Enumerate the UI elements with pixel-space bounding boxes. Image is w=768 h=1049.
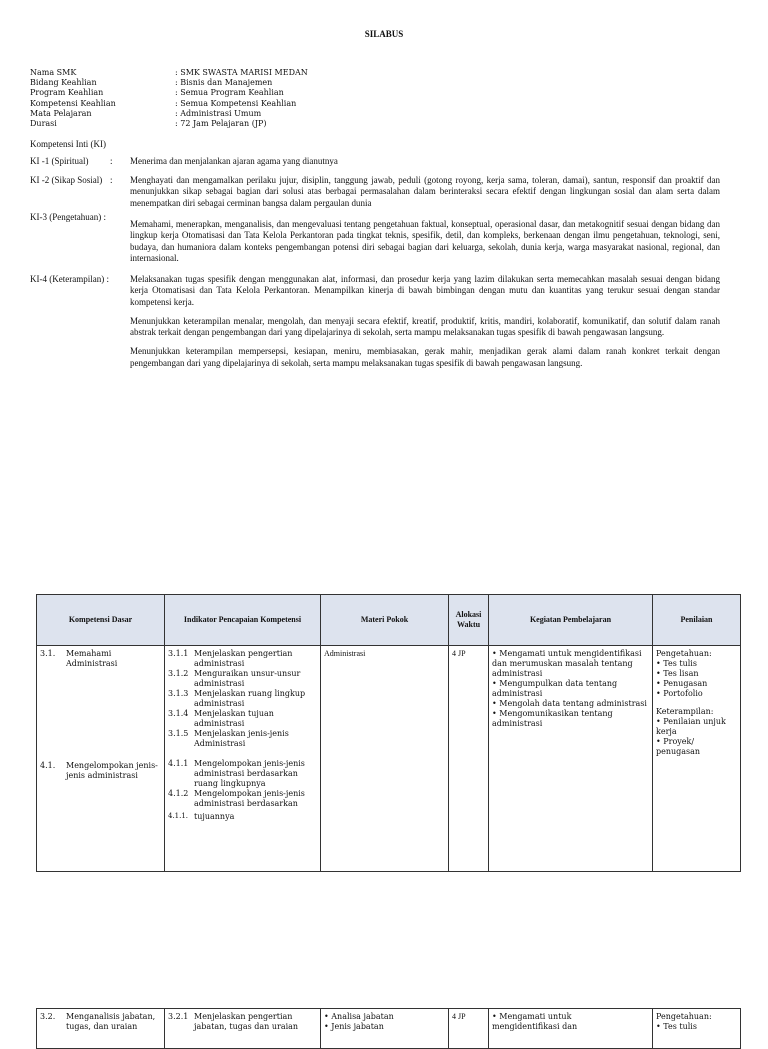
ipk-item — [168, 759, 317, 789]
ipk-number: 3.1.2 — [168, 669, 189, 678]
list-item: • Tes tulis — [656, 659, 697, 668]
ki-label: KI -1 (Spiritual) — [30, 156, 89, 166]
identity-row — [30, 88, 450, 98]
table-header: Kegiatan Pembelajaran — [489, 595, 653, 646]
ipk-text: Mengelompokan jenis-jenis administrasi berdasarkan — [194, 789, 305, 808]
ki-label: KI-4 (Keterampilan) : — [30, 274, 109, 284]
table-header: Materi Pokok — [321, 595, 449, 646]
list-item: • Proyek/ penugasan — [656, 737, 701, 756]
list-item: • Analisa jabatan — [324, 1012, 394, 1021]
ipk-cell — [165, 646, 321, 872]
ipk-number: 3.1.4 — [168, 709, 189, 718]
ipk-text: Menjelaskan tujuan administrasi — [194, 709, 274, 728]
identity-value: : SMK SWASTA MARISI MEDAN — [175, 68, 308, 77]
kd-number: 4.1. — [40, 761, 56, 770]
list-item: • Mengolah data tentang administrasi — [492, 699, 647, 708]
materi-cell: Administrasi — [321, 646, 449, 872]
kd-text: Menganalisis jabatan, tugas, dan uraian — [66, 1012, 156, 1031]
ki-heading: Kompetensi Inti (KI) — [30, 139, 106, 149]
ki4-paragraph: Melaksanakan tugas spesifik dengan menggunakan alat, informasi, dan prosedur kerja yang lazim dilakukan serta memecahkan masalah sesuai dengan bidang kerja Otomatisasi dan Tata Kelola Perkantoran. Menampilkan kinerja di bawah bimbingan dengan mutu dan kuantitas yang terukur sesuai dengan standar kompetensi kerja. — [130, 274, 720, 307]
identity-value: : 72 Jam Pelajaran (JP) — [175, 118, 267, 128]
ipk-number: 4.1.2 — [168, 789, 189, 798]
identity-row — [30, 109, 450, 119]
identity-value: : Administrasi Umum — [175, 108, 262, 118]
list-item: • Tes tulis — [656, 1022, 697, 1031]
materi-cell — [321, 1009, 449, 1049]
ki-label: KI -2 (Sikap Sosial) — [30, 175, 103, 185]
identity-row — [30, 78, 450, 88]
identity-value: : Bisnis dan Manajemen — [175, 78, 273, 88]
ipk-number: 3.1.3 — [168, 689, 189, 698]
ki-2 — [30, 175, 720, 209]
ipk-cell — [165, 1009, 321, 1049]
kegiatan-list — [492, 649, 649, 729]
syllabus-table-1 — [36, 594, 741, 872]
ipk-number: 4.1.1. — [168, 812, 189, 820]
ki-colon: : — [110, 156, 113, 166]
kd-cell — [37, 1009, 165, 1049]
kd-item — [40, 761, 161, 781]
table-header: Penilaian — [653, 595, 741, 646]
list-item: mengidentifikasi dan — [492, 1022, 578, 1031]
identity-label: Nama SMK — [30, 68, 77, 77]
ipk-text: Menjelaskan pengertian administrasi — [194, 649, 293, 668]
list-item: • Jenis jabatan — [324, 1022, 384, 1031]
ipk-text: Menjelaskan pengertian jabatan, tugas dan uraian — [194, 1012, 299, 1031]
kd-item — [40, 1012, 161, 1032]
kd-number: 3.2. — [40, 1012, 56, 1021]
identity-row — [30, 119, 450, 129]
ki-colon: : — [110, 175, 113, 185]
list-item: • Penugasan — [656, 679, 708, 688]
list-item: • Penilaian unjuk kerja — [656, 717, 726, 736]
list-item: • Mengamati untuk — [492, 1012, 572, 1021]
page-title: SILABUS — [364, 29, 404, 39]
ipk-text: Menjelaskan ruang lingkup administrasi — [194, 689, 306, 708]
ki-3 — [30, 212, 720, 264]
identity-label: Program Keahlian — [30, 88, 104, 98]
ipk-text: Menjelaskan jenis-jenis Administrasi — [194, 729, 289, 748]
penilaian-label: Keterampilan: — [656, 707, 714, 716]
ipk-item — [168, 689, 317, 709]
ki-text: Menerima dan menjalankan ajaran agama yang dianutnya — [130, 156, 338, 166]
list-item: • Tes lisan — [656, 669, 699, 678]
table-header-row — [37, 595, 741, 646]
ipk-number: 3.2.1 — [168, 1012, 189, 1021]
penilaian-label: Pengetahuan: — [656, 1012, 712, 1021]
identity-value: : Semua Kompetensi Keahlian — [175, 98, 297, 108]
ipk-number: 4.1.1 — [168, 759, 189, 768]
list-item: • Portofolio — [656, 689, 703, 698]
alokasi-cell: 4 JP — [449, 646, 489, 872]
ipk-text: tujuannya — [194, 812, 235, 821]
ipk-item — [168, 812, 317, 822]
ipk-item — [168, 1012, 317, 1032]
table-header: Kompetensi Dasar — [37, 595, 165, 646]
penilaian-cell — [653, 646, 741, 872]
ipk-item — [168, 709, 317, 729]
table-row — [37, 646, 741, 872]
identity-label: Kompetensi Keahlian — [30, 98, 116, 108]
ipk-item — [168, 669, 317, 689]
list-item: • Mengomunikasikan tentang administrasi — [492, 709, 613, 728]
penilaian-list — [656, 659, 737, 699]
identity-label: Mata Pelajaran — [30, 108, 92, 118]
kd-text: Mengelompokan jenis-jenis administrasi — [66, 761, 158, 780]
list-item: • Mengumpulkan data tentang administrasi — [492, 679, 618, 698]
table-header: Indikator Pencapaian Kompetensi — [165, 595, 321, 646]
list-item: • Mengamati untuk mengidentifikasi dan merumuskan masalah tentang administrasi — [492, 649, 642, 678]
ipk-number: 3.1.5 — [168, 729, 189, 738]
ipk-item — [168, 649, 317, 669]
identity-row — [30, 99, 450, 109]
ki4-paragraph: Menunjukkan keterampilan mempersepsi, kesiapan, meniru, membiasakan, gerak mahir, menjadikan gerak alami dalam ranah konkret terkait dengan pengembangan dari yang dipelajarinya di sekolah, serta mampu melaksanakan tugas spesifik di bawah pengawasan langsung. — [130, 346, 720, 368]
kegiatan-cell — [489, 1009, 653, 1049]
ipk-text: Menguraikan unsur-unsur administrasi — [194, 669, 301, 688]
penilaian-label: Pengetahuan: — [656, 649, 712, 658]
kd-item — [40, 649, 161, 669]
ki-1 — [30, 156, 720, 167]
ki-4 — [30, 274, 720, 377]
ki-text: Menghayati dan mengamalkan perilaku jujur, disiplin, tanggung jawab, peduli (gotong royong, kerja sama, toleran, damai), santun, responsif dan proaktif dan menunjukkan sikap sebagai bagian dari solusi atas berbagai permasalahan dalam berinteraksi secara efektif dengan lingkungan sosial dan alam serta dalam menempatkan diri sebagai cerminan bangsa dalam pergaulan dunia — [130, 175, 720, 208]
identity-label: Durasi — [30, 118, 57, 128]
penilaian-list — [656, 717, 737, 757]
identity-row — [30, 68, 450, 78]
identity-value: : Semua Program Keahlian — [175, 88, 284, 98]
identity-block — [30, 68, 450, 129]
ki-text — [130, 274, 720, 369]
table-row — [37, 1009, 741, 1049]
ipk-item — [168, 789, 317, 809]
penilaian-cell — [653, 1009, 741, 1049]
ki4-paragraph: Menunjukkan keterampilan menalar, mengolah, dan menyaji secara efektif, kreatif, produktif, kritis, mandiri, kolaboratif, komunikatif, dan solutif dalam ranah abstrak terkait dengan pengembangan dari yang dipelajarinya di sekolah, serta mampu melaksanakan tugas spesifik di bawah pengawasan langsung. — [130, 315, 720, 337]
alokasi-cell: 4 JP — [449, 1009, 489, 1049]
ki-label: KI-3 (Pengetahuan) : — [30, 212, 106, 222]
ki-text: Memahami, menerapkan, menganalisis, dan mengevaluasi tentang pengetahuan faktual, konseptual, operasional dasar, dan metakognitif sesuai dengan bidang dan lingkup kerja Otomatisasi dan Tata Kelola Perkantoran pada tingkat teknis, spesifik, detil, dan kompleks, berkenaan dengan ilmu pengetahuan, teknologi, seni, budaya, dan humaniora dalam konteks pengembangan potensi diri sebagai bagian dari keluarga, sekolah, dunia kerja, warga masyarakat nasional, regional, dan internasional. — [130, 219, 720, 263]
kegiatan-cell — [489, 646, 653, 872]
identity-label: Bidang Keahlian — [30, 78, 97, 88]
ipk-text: Mengelompokan jenis-jenis administrasi berdasarkan ruang lingkupnya — [194, 759, 305, 788]
ipk-number: 3.1.1 — [168, 649, 189, 658]
kd-number: 3.1. — [40, 649, 56, 658]
ipk-item — [168, 729, 317, 749]
syllabus-table-2 — [36, 1008, 741, 1049]
table-header: Alokasi Waktu — [449, 595, 489, 646]
kd-text: Memahami Administrasi — [66, 649, 118, 668]
kd-cell — [37, 646, 165, 872]
